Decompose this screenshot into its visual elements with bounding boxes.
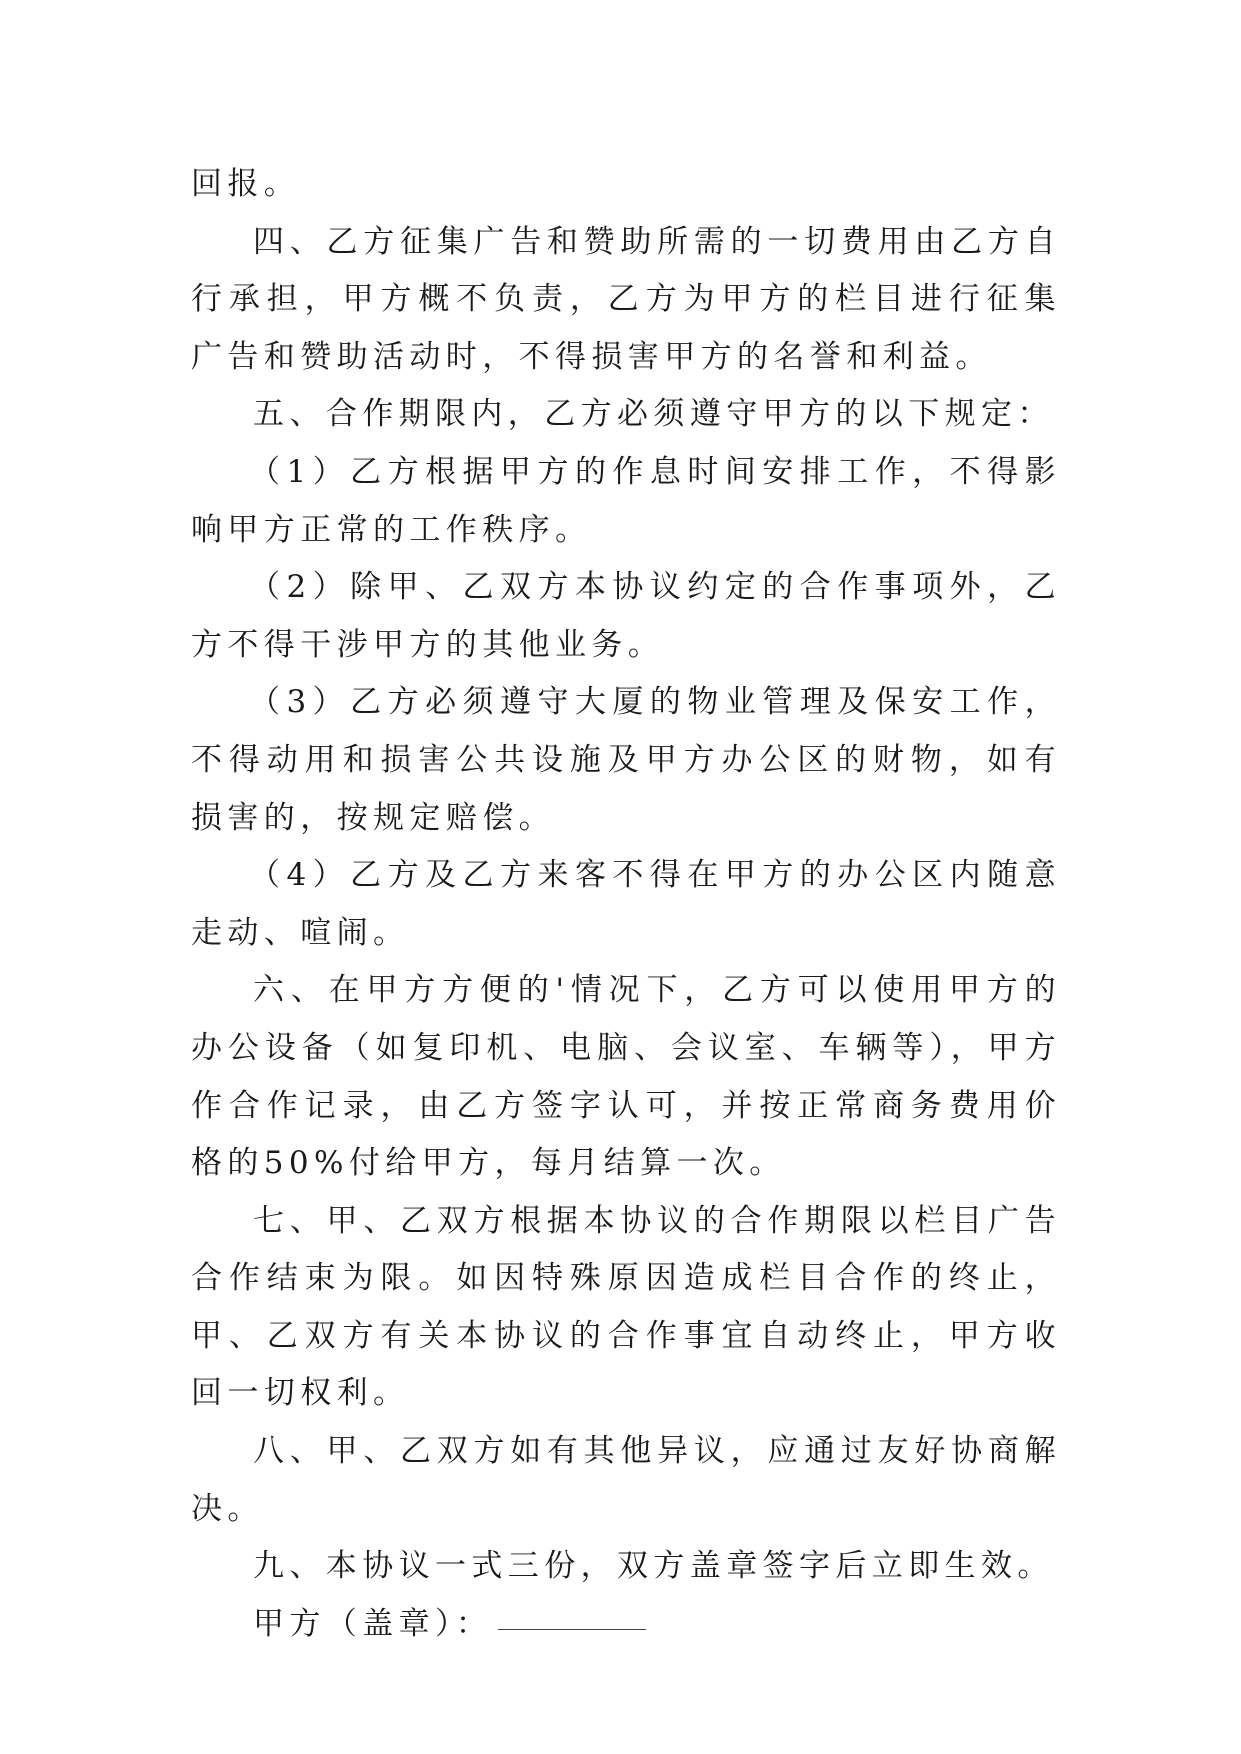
clause-5-item-4: （4）乙方及乙方来客不得在甲方的办公区内随意走动、喧闹。 bbox=[191, 857, 1061, 951]
paragraph-return: 回报。 bbox=[191, 166, 301, 202]
clause-7-term: 七、甲、乙双方根据本协议的合作期限以栏目广告合作结束为限。如因特殊原因造成栏目合作的终止，甲、乙双方有关本协议的合作事宜自动终止，甲方收回一切权利。 bbox=[191, 1202, 1061, 1412]
clause-5-item-1: （1）乙方根据甲方的作息时间安排工作，不得影响甲方正常的工作秩序。 bbox=[191, 453, 1061, 548]
clause-5-item-2: （2）除甲、乙双方本协议约定的合作事项外，乙方不得干涉甲方的其他业务。 bbox=[191, 569, 1061, 663]
clause-5-rules-intro: 五、合作期限内，乙方必须遵守甲方的以下规定： bbox=[253, 396, 1054, 433]
clause-6-equipment: 六、在甲方方便的'情况下，乙方可以使用甲方的办公设备（如复印机、电脑、会议室、车辆等），甲方作合作记录，由乙方签字认可，并按正常商务费用价格的50%付给甲方，每月结算一次。 bbox=[191, 972, 1061, 1182]
party-a-signature-label: 甲方（盖章）： bbox=[253, 1605, 493, 1642]
party-a-signature bbox=[191, 1596, 1061, 1654]
clause-5-item-3: （3）乙方必须遵守大厦的物业管理及保安工作，不得动用和损害公共设施及甲方办公区的财物，如有损害的，按规定赔偿。 bbox=[191, 684, 1061, 836]
party-a-signature-line[interactable] bbox=[498, 1629, 646, 1630]
clause-8-disputes: 八、甲、乙双方如有其他异议，应通过友好协商解决。 bbox=[191, 1433, 1061, 1527]
clause-4-costs: 四、乙方征集广告和赞助所需的一切费用由乙方自行承担，甲方概不负责，乙方为甲方的栏目进行征集广告和赞助活动时，不得损害甲方的名誉和利益。 bbox=[191, 223, 1061, 375]
clause-9-copies: 九、本协议一式三份，双方盖章签字后立即生效。 bbox=[253, 1548, 1054, 1585]
document-body bbox=[191, 156, 1061, 1653]
